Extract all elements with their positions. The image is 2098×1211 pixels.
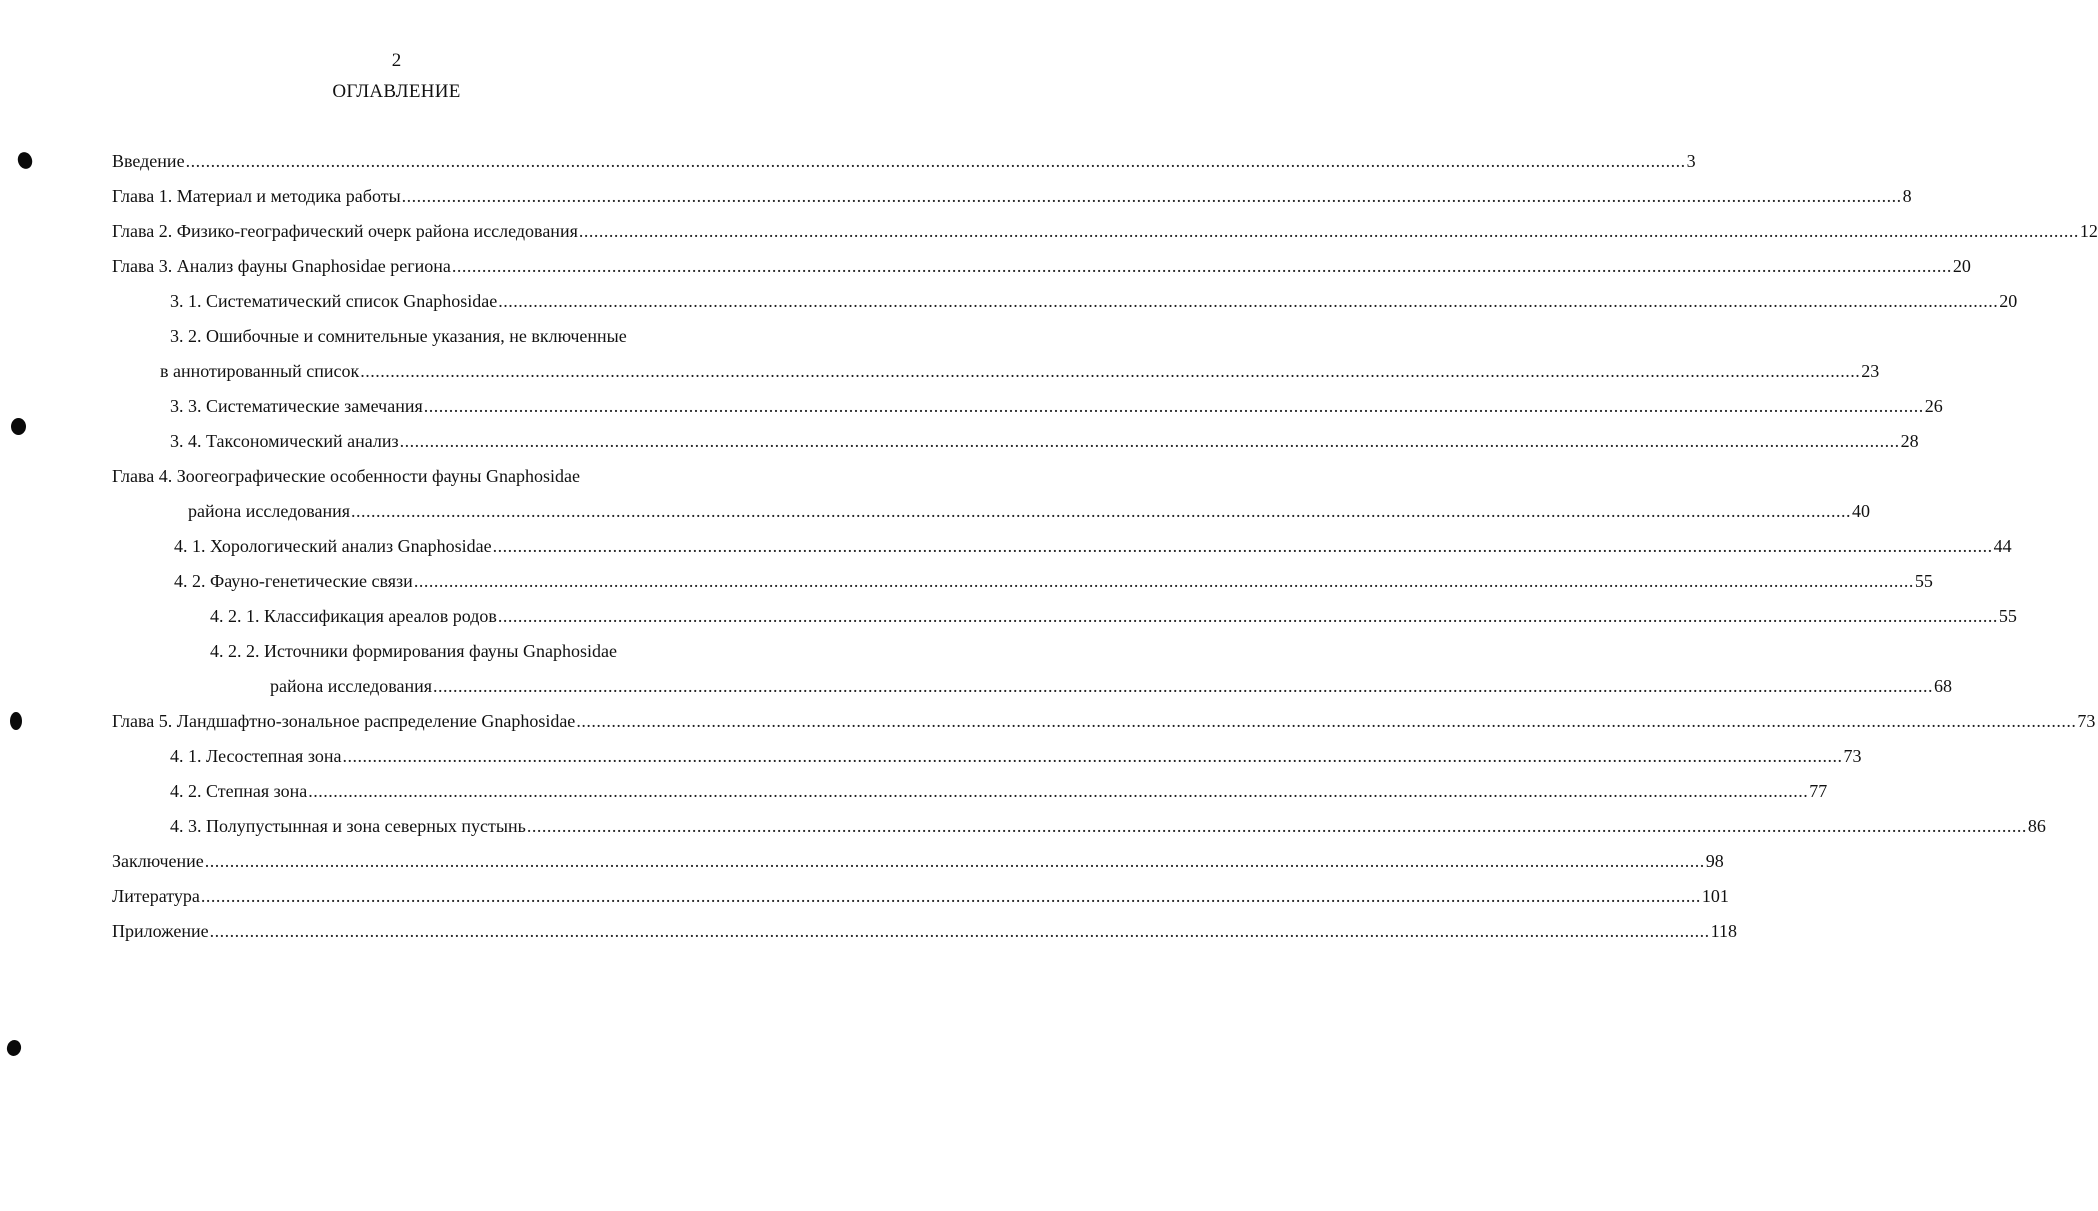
toc-entry-label: 4. 2. 1. Классификация ареалов родов (210, 606, 497, 626)
punch-hole-mark (11, 418, 26, 435)
toc-entry-page: 12 (2079, 221, 2098, 241)
toc-entry-label: 4. 3. Полупустынная и зона северных пустынь (170, 816, 526, 836)
toc-entry-page: 3 (1686, 151, 1696, 171)
toc-entry-label: в аннотированный список (160, 361, 360, 381)
toc-entry-label: Глава 5. Ландшафтно-зональное распределение Gnaphosidae (112, 711, 576, 731)
leader-dots: ............................................................................................................................................................................................................................................................................................................ (401, 186, 1902, 206)
toc-entry[interactable] (170, 779, 1828, 803)
toc-entry-label: 3. 1. Систематический список Gnaphosidae (170, 291, 498, 311)
leader-dots: ............................................................................................................................................................................................................................................................................................................ (413, 571, 1914, 591)
leader-dots: ............................................................................................................................................................................................................................................................................................................ (433, 676, 1934, 696)
toc-entry[interactable] (170, 814, 2046, 838)
toc-entry[interactable] (270, 674, 1953, 698)
toc-entry-label: 4. 2. Степная зона (170, 781, 308, 801)
leader-dots: ............................................................................................................................................................................................................................................................................................................ (423, 396, 1924, 416)
toc-entry-page: 8 (1902, 186, 1912, 206)
leader-dots: ............................................................................................................................................................................................................................................................................................................ (185, 151, 1686, 171)
leader-dots: ............................................................................................................................................................................................................................................................................................................ (578, 221, 2079, 241)
toc-entry-label: 4. 2. Фауно-генетические связи (174, 571, 413, 591)
leader-dots: ............................................................................................................................................................................................................................................................................................................ (498, 291, 1999, 311)
toc-entry-page: 55 (1914, 571, 1933, 591)
toc-entry-label: Приложение (112, 921, 209, 941)
toc-entry-page: 40 (1852, 501, 1871, 521)
leader-dots: ............................................................................................................................................................................................................................................................................................................ (451, 256, 1952, 276)
punch-hole-mark (10, 712, 22, 730)
toc-entry-page: 23 (1861, 361, 1880, 381)
toc-entry-page: 20 (1999, 291, 2018, 311)
leader-dots: ............................................................................................................................................................................................................................................................................................................ (492, 536, 1993, 556)
toc-entry[interactable] (112, 149, 1696, 173)
toc-entry[interactable] (188, 499, 1871, 523)
page-title: ОГЛАВЛЕНИЕ (332, 81, 461, 102)
toc-entry-label: Заключение (112, 851, 204, 871)
toc-entry[interactable] (170, 394, 1943, 418)
toc-entry[interactable] (170, 744, 1862, 768)
toc-entry-page: 77 (1809, 781, 1828, 801)
toc-entry-page: 73 (1843, 746, 1862, 766)
toc-entry[interactable] (112, 184, 1912, 208)
toc-entry-label: Глава 1. Материал и методика работы (112, 186, 401, 206)
punch-hole-mark (5, 1038, 23, 1057)
toc-entry-label: 3. 4. Таксономический анализ (170, 431, 399, 451)
toc-entry-page: 28 (1900, 431, 1919, 451)
leader-dots: ............................................................................................................................................................................................................................................................................................................ (360, 361, 1861, 381)
toc-entry-label: 4. 1. Лесостепная зона (170, 746, 342, 766)
leader-dots: ............................................................................................................................................................................................................................................................................................................ (497, 606, 1998, 626)
toc-entry-label: района исследования (188, 501, 351, 521)
toc-entry[interactable] (112, 709, 2096, 733)
toc-entry[interactable] (174, 569, 1933, 593)
toc-entry-label-line1: 4. 2. 2. Источники формирования фауны Gnaphosidae (210, 641, 617, 661)
toc-entry-page: 20 (1952, 256, 1971, 276)
toc-entry-label: 4. 1. Хорологический анализ Gnaphosidae (174, 536, 492, 556)
leader-dots: ............................................................................................................................................................................................................................................................................................................ (399, 431, 1900, 451)
toc-entry[interactable] (160, 359, 1880, 383)
toc-entry-label: района исследования (270, 676, 433, 696)
toc-entry[interactable] (174, 534, 2012, 558)
toc-entry-page: 98 (1705, 851, 1724, 871)
toc-entry[interactable] (170, 429, 1919, 453)
leader-dots: ............................................................................................................................................................................................................................................................................................................ (576, 711, 2077, 731)
toc-entry[interactable] (112, 919, 1737, 943)
toc-entry[interactable] (112, 884, 1729, 908)
toc-entry-page: 118 (1710, 921, 1737, 941)
toc-entry-label: Литература (112, 886, 200, 906)
toc-entry-page: 44 (1993, 536, 2012, 556)
toc-entry-page: 86 (2027, 816, 2046, 836)
toc-entry[interactable] (210, 604, 2017, 628)
toc-entry-page: 26 (1924, 396, 1943, 416)
toc-entry-page: 68 (1934, 676, 1953, 696)
toc-entry[interactable] (112, 254, 1971, 278)
toc-entry-page: 55 (1998, 606, 2017, 626)
toc-entry-label: 3. 3. Систематические замечания (170, 396, 423, 416)
leader-dots: ............................................................................................................................................................................................................................................................................................................ (308, 781, 1809, 801)
toc-entry[interactable] (112, 219, 2098, 243)
leader-dots: ............................................................................................................................................................................................................................................................................................................ (526, 816, 2027, 836)
leader-dots: ............................................................................................................................................................................................................................................................................................................ (204, 851, 1705, 871)
toc-entry-label: Глава 2. Физико-географический очерк района исследования (112, 221, 578, 241)
leader-dots: ............................................................................................................................................................................................................................................................................................................ (200, 886, 1701, 906)
page-number: 2 (391, 50, 402, 71)
punch-hole-mark (16, 150, 35, 171)
toc-entry-label-line1: 3. 2. Ошибочные и сомнительные указания, не включенные (170, 326, 627, 346)
leader-dots: ............................................................................................................................................................................................................................................................................................................ (351, 501, 1852, 521)
toc-entry-label: Глава 3. Анализ фауны Gnaphosidae региона (112, 256, 451, 276)
toc-entry-label: Введение (112, 151, 185, 171)
toc-entry-label-line1: Глава 4. Зоогеографические особенности фауны Gnaphosidae (112, 466, 580, 486)
toc-entry[interactable] (170, 289, 2018, 313)
toc-entry-page: 73 (2077, 711, 2096, 731)
leader-dots: ............................................................................................................................................................................................................................................................................................................ (342, 746, 1843, 766)
toc-entry[interactable] (112, 849, 1724, 873)
toc-entry-page: 101 (1701, 886, 1729, 906)
leader-dots: ............................................................................................................................................................................................................................................................................................................ (209, 921, 1710, 941)
